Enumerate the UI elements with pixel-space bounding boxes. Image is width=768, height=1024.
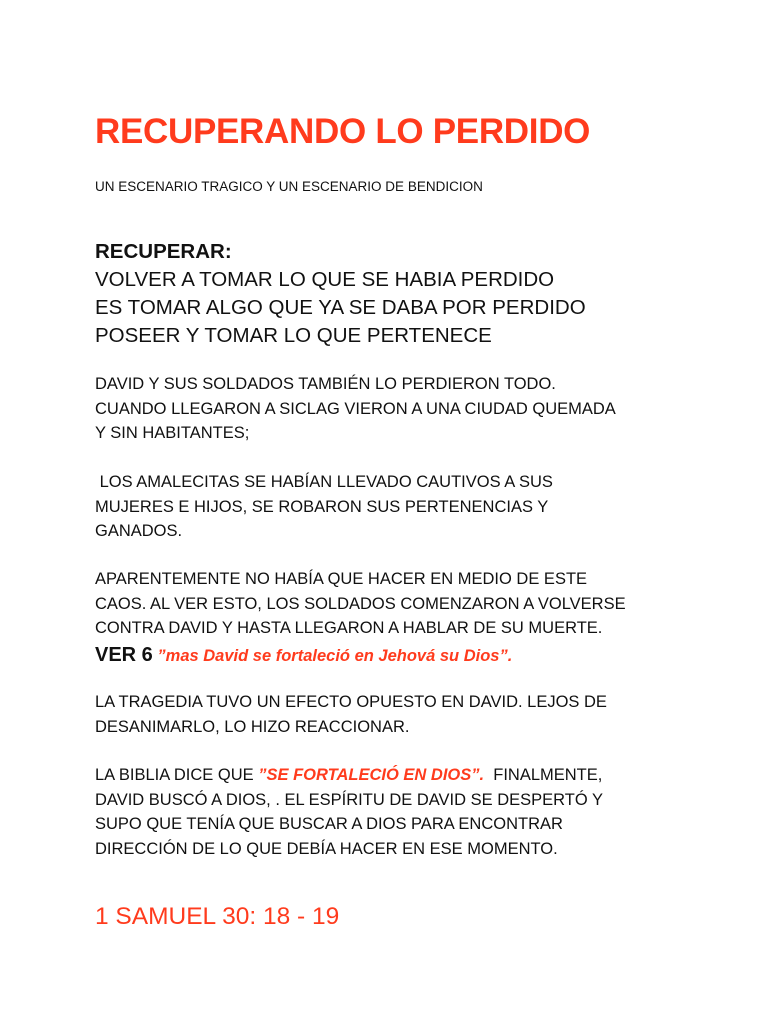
paragraph-line: SUPO QUE TENÍA QUE BUSCAR A DIOS PARA ENCONTRAR: [95, 815, 563, 833]
paragraph-line: GANADOS.: [95, 522, 183, 540]
paragraph-line: CUANDO LLEGARON A SICLAG VIERON A UNA CIUDAD QUEMADA: [95, 399, 616, 418]
paragraph-text: FINALMENTE,: [484, 766, 603, 784]
definition-line: VOLVER A TOMAR LO QUE SE HABIA PERDIDO: [95, 268, 555, 291]
paragraph-line: LA TRAGEDIA TUVO UN EFECTO OPUESTO EN DAVID. LEJOS DE: [95, 693, 607, 711]
paragraph-line: CONTRA DAVID Y HASTA LLEGARON A HABLAR DE SU MUERTE.: [95, 619, 603, 637]
document-title: RECUPERANDO LO PERDIDO: [95, 112, 591, 151]
paragraph-biblia: [95, 763, 603, 861]
paragraph-line: Y SIN HABITANTES;: [95, 424, 250, 442]
paragraph-line: LOS AMALECITAS SE HABÍAN LLEVADO CAUTIVOS A SUS: [95, 473, 553, 491]
paragraph-line: DAVID BUSCÓ A DIOS, . EL ESPÍRITU DE DAVID SE DESPERTÓ Y: [95, 790, 603, 809]
paragraph-line: [95, 763, 603, 788]
paragraph-line: CAOS. AL VER ESTO, LOS SOLDADOS COMENZARON A VOLVERSE: [95, 594, 626, 613]
paragraph-line: DIRECCIÓN DE LO QUE DEBÍA HACER EN ESE MOMENTO.: [95, 839, 558, 858]
paragraph-line: APARENTEMENTE NO HABÍA QUE HACER EN MEDIO DE ESTE: [95, 570, 588, 588]
verse-label: VER 6: [95, 643, 153, 666]
paragraph-caos: [95, 567, 626, 670]
paragraph-line: DAVID Y SUS SOLDADOS TAMBIÉN LO PERDIERON TODO.: [95, 375, 556, 393]
paragraph-line: MUJERES E HIJOS, SE ROBARON SUS PERTENENCIAS Y: [95, 497, 549, 516]
scripture-reference: 1 SAMUEL 30: 18 - 19: [95, 903, 340, 930]
highlight-quote: ”SE FORTALECIÓ EN DIOS”.: [258, 766, 485, 784]
paragraph-siclag: [95, 372, 616, 446]
verse-line: [95, 641, 626, 670]
definition-heading: RECUPERAR:: [95, 240, 232, 263]
verse-quote: ”mas David se fortaleció en Jehová su Dios”.: [157, 646, 513, 665]
definition-block: [95, 238, 586, 350]
paragraph-text: LA BIBLIA DICE QUE: [95, 766, 259, 784]
paragraph-line: DESANIMARLO, LO HIZO REACCIONAR.: [95, 717, 410, 736]
definition-line: ES TOMAR ALGO QUE YA SE DABA POR PERDIDO: [95, 296, 586, 319]
paragraph-amalecitas: [95, 470, 553, 544]
document-subtitle: UN ESCENARIO TRAGICO Y UN ESCENARIO DE BENDICION: [95, 179, 483, 194]
paragraph-tragedia: [95, 690, 607, 739]
definition-line: POSEER Y TOMAR LO QUE PERTENECE: [95, 324, 492, 347]
